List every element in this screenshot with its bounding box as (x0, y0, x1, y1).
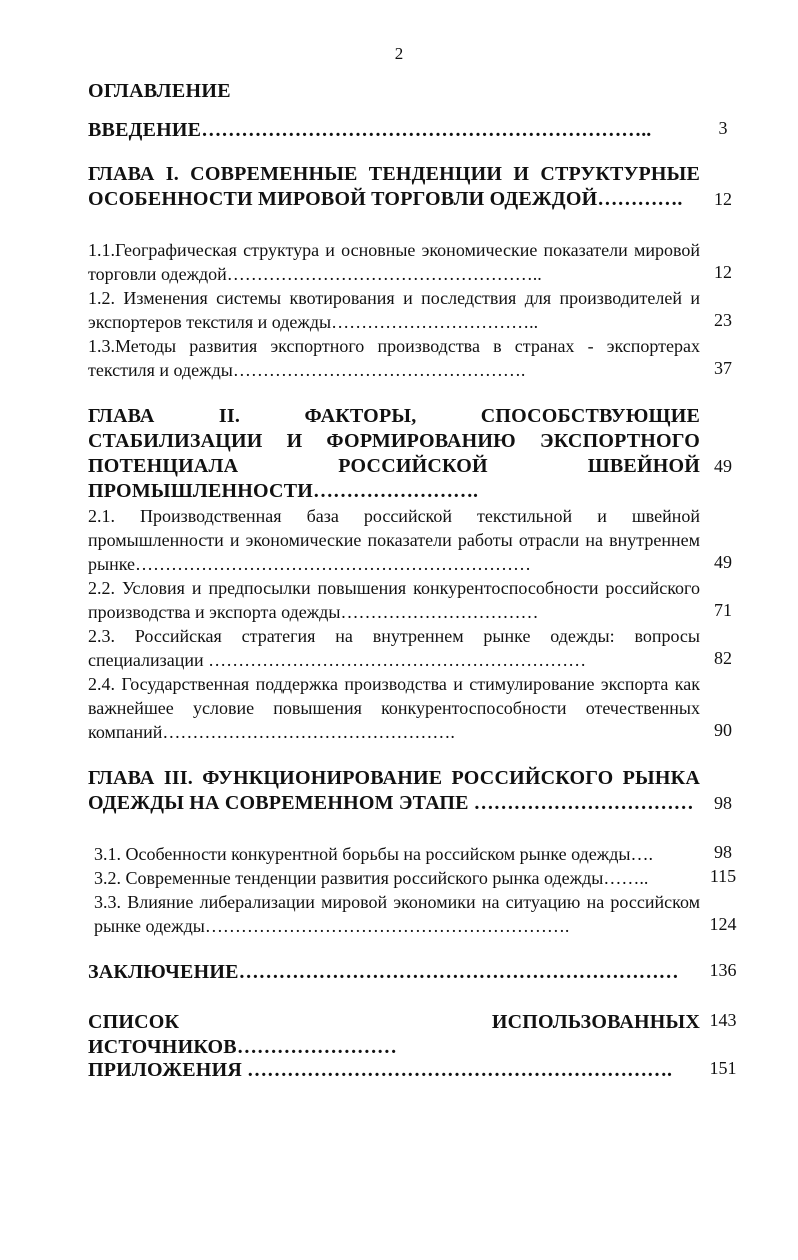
toc-entry-page: 12 (714, 189, 732, 209)
toc-entry-text: ГЛАВА III. ФУНКЦИОНИРОВАНИЕ РОССИЙСКОГО РЫНКА ОДЕЖДЫ НА СОВРЕМЕННОМ ЭТАПЕ (88, 767, 700, 814)
toc-entry-page: 151 (709, 1058, 737, 1078)
toc-entry-page: 12 (714, 262, 732, 282)
toc-entry-page: 3 (718, 118, 728, 138)
toc-entry-text: 1.1.Географическая структура и основные экономические показатели мировой торговли одеждой (88, 240, 700, 284)
toc-entry-text: ГЛАВА II. ФАКТОРЫ, СПОСОБСТВУЮЩИЕ СТАБИЛИЗАЦИИ И ФОРМИРОВАНИЮ ЭКСПОРТНОГО ПОТЕНЦИАЛА РОССИЙСКОЙ ШВЕЙНОЙ ПРОМЫШЛЕННОСТИ (88, 405, 700, 502)
toc-entry-text: ВВЕДЕНИЕ (88, 119, 202, 141)
toc-entry-text: СПИСОК ИСПОЛЬЗОВАННЫХ ИСТОЧНИКОВ (88, 1011, 700, 1058)
page-number: 2 (394, 44, 404, 63)
toc-entry-text: ПРИЛОЖЕНИЯ (88, 1059, 242, 1081)
toc-entry-page: 98 (714, 842, 732, 862)
toc-entry-page: 23 (714, 310, 732, 330)
toc-entry-page: 49 (714, 456, 732, 476)
toc-entry-text: 3.2. Современные тенденции развития российского рынка одежды (94, 868, 604, 888)
toc-entry-text: 3.1. Особенности конкурентной борьбы на российском рынке одежды (94, 844, 631, 864)
toc-entry-text: ГЛАВА I. СОВРЕМЕННЫЕ ТЕНДЕНЦИИ И СТРУКТУРНЫЕ ОСОБЕННОСТИ МИРОВОЙ ТОРГОВЛИ ОДЕЖДОЙ (88, 163, 700, 210)
toc-entry-page: 37 (714, 358, 732, 378)
toc-entry-page: 98 (714, 793, 732, 813)
toc-entry-text: 2.2. Условия и предпосылки повышения конкурентоспособности российского производства и экспорта одежды (88, 578, 700, 622)
toc-entry-text: 1.3.Методы развития экспортного производства в странах - экспортерах текстиля и одежды (88, 336, 700, 380)
toc-entry-text: 3.3. Влияние либерализации мировой экономики на ситуацию на российском рынке одежды (94, 892, 700, 936)
toc-title: ОГЛАВЛЕНИЕ (88, 80, 231, 102)
toc-entry-page: 71 (714, 600, 732, 620)
toc-entry-page: 90 (714, 720, 732, 740)
toc-entry-text: ЗАКЛЮЧЕНИЕ (88, 961, 239, 983)
toc-entry-page: 143 (709, 1010, 737, 1030)
toc-entry-page: 82 (714, 648, 732, 668)
toc-entry-page: 115 (709, 866, 737, 886)
toc-entry-text: 2.3. Российская стратегия на внутреннем рынке одежды: вопросы специализации (88, 626, 700, 670)
toc-entry-page: 136 (709, 960, 737, 980)
toc-entry-page: 49 (714, 552, 732, 572)
toc-entry-text: 2.4. Государственная поддержка производства и стимулирование экспорта как важнейшее условие повышения конкурентоспособности отечественных компаний (88, 674, 700, 742)
toc-entry-text: 1.2. Изменения системы квотирования и последствия для производителей и экспортеров текстиля и одежды (88, 288, 700, 332)
toc-entry-page: 124 (709, 914, 737, 934)
toc-entry-text: 2.1. Производственная база российской текстильной и швейной промышленности и экономические показатели работы отрасли на внутреннем рынке (88, 506, 700, 574)
